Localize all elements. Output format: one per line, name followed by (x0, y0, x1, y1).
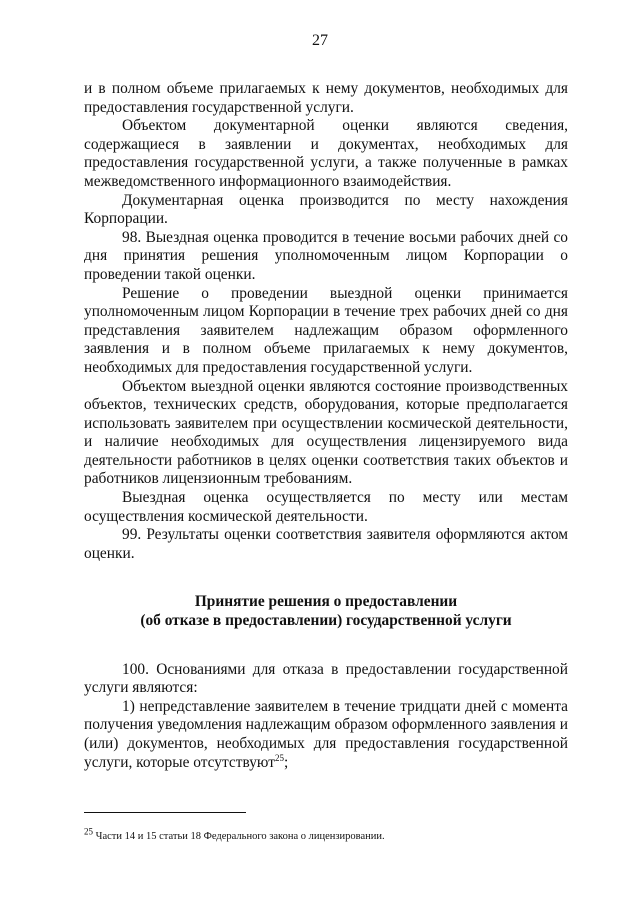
page-number: 27 (312, 32, 328, 49)
item-1-text: 1) непредставление заявителем в течение тридцати дней с момента получения уведомления надлежащим образом оформленного заявления и (или) документов, необходимых для предоставления государственной услуги, которые отсутствуют (84, 697, 568, 771)
paragraph-onsite-object: Объектом выездной оценки являются состояние производственных объектов, технических средств, оборудования, которые предполагается использовать заявителем при осуществлении космической деятельности, и наличие необходимых для осуществления лицензируемого вида деятельности работников в целях оценки соответствия таких объектов и работников лицензионным требованиям. (84, 377, 568, 488)
paragraph-99: 99. Результаты оценки соответствия заявителя оформляются актом оценки. (84, 526, 568, 562)
section-heading (84, 593, 568, 630)
paragraph-onsite-place: Выездная оценка осуществляется по месту или местам осуществления космической деятельности. (84, 489, 568, 525)
footnote-divider (84, 812, 246, 813)
item-1-tail: ; (283, 753, 289, 771)
footnote (84, 826, 568, 843)
footnote-marker: 25 (84, 826, 93, 837)
document-body (84, 80, 568, 772)
section-heading-line-2: (об отказе в предоставлении) государственной услуги (140, 612, 512, 630)
paragraph-98: 98. Выездная оценка проводится в течение восьми рабочих дней со дня принятия решения уполномоченным лицом Корпорации о проведении такой оценки. (84, 228, 568, 283)
paragraph-documentary-assessment-object: Объектом документарной оценки являются сведения, содержащиеся в заявлении и документах, необходимых для предоставления государственной услуги, а также полученные в рамках межведомственного информационного взаимодействия. (84, 117, 568, 190)
paragraph-continuation: и в полном объеме прилагаемых к нему документов, необходимых для предоставления государственной услуги. (84, 80, 568, 116)
paragraph-100: 100. Основаниями для отказа в предоставлении государственной услуги являются: (84, 660, 568, 697)
footnote-text: Части 14 и 15 статьи 18 Федерального закона о лицензировании. (95, 831, 385, 842)
section-heading-line-1: Принятие решения о предоставлении (194, 593, 458, 611)
paragraph-documentary-assessment-place: Документарная оценка производится по месту нахождения Корпорации. (84, 191, 568, 228)
footnote-reference: 25 (274, 752, 284, 763)
paragraph-100-item-1 (84, 698, 568, 772)
paragraph-onsite-decision: Решение о проведении выездной оценки принимается уполномоченным лицом Корпорации в течение трех рабочих дней со дня представления заявителем надлежащим образом оформленного заявления и в полном объеме прилагаемых к нему документов, необходимых для предоставления государственной услуги. (84, 284, 568, 376)
